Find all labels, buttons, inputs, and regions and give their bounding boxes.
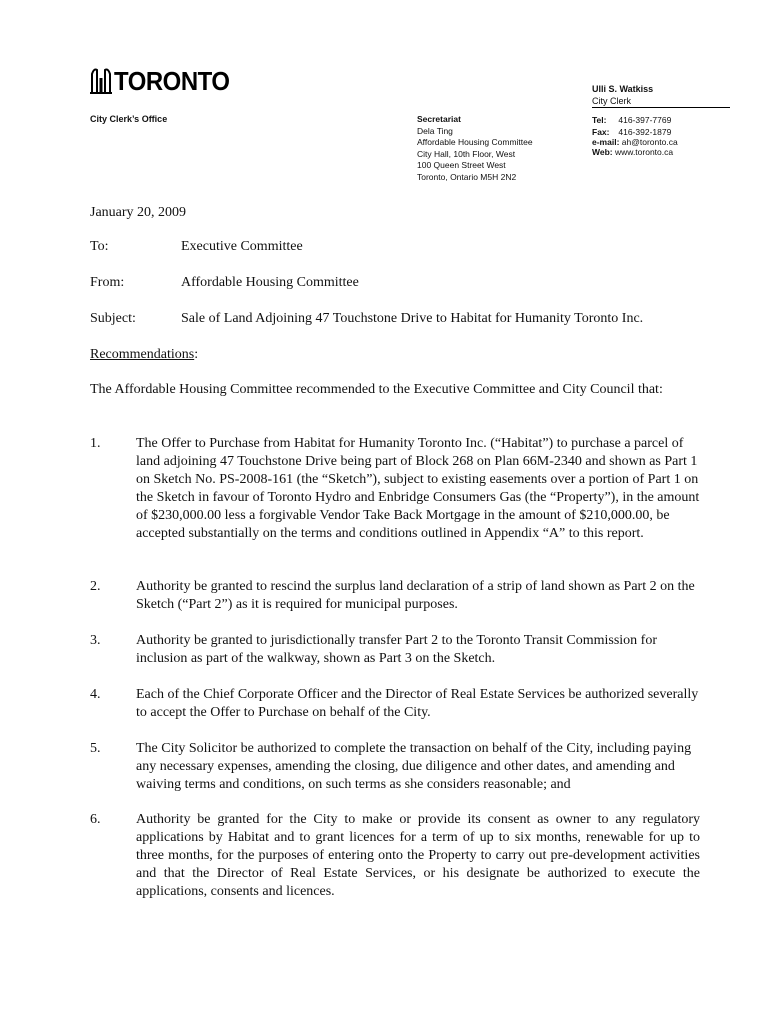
recommendation-item [90,811,700,901]
recommendations-heading-row [90,346,198,363]
tel-label: Tel: [592,115,607,125]
subject-value: Sale of Land Adjoining 47 Touchstone Drive to Habitat for Humanity Toronto Inc. [181,311,644,326]
email-value[interactable]: ah@toronto.ca [621,137,678,147]
recommendation-item [90,632,700,668]
secretariat-block [417,114,533,183]
secretariat-line: Affordable Housing Committee [417,137,533,147]
web-label: Web: [592,147,613,157]
clerk-name: Ulli S. Watkiss [592,84,654,94]
to-label: To: [90,239,109,254]
secretariat-line: City Hall, 10th Floor, West [417,148,516,159]
item-number: 3. [90,633,101,648]
item-number: 1. [90,436,101,451]
secretariat-line: 100 Queen Street West [417,160,506,170]
recommendation-item [90,740,700,794]
item-text: The Offer to Purchase from Habitat for Humanity Toronto Inc. (“Habitat”) to purchase a parcel of land adjoining 47 Touchstone Drive being part of Block 268 on Plan 66M-2340 and shown as Part 1 on Sketch No. PS-2008-161 (the “Sketch”), subject to existing easements over a portion of Part 1 on the Sketch in favour of Toronto Hydro and Enbridge Consumers Gas (the “Property”), in the amount of $230,000.00 less a forgivable Vendor Take Back Mortgage in the amount of $210,000.00, be accepted substantially on the terms and conditions outlined in Appendix “A” to this report. [136,436,700,541]
tel-row [592,114,678,126]
recommendations-heading: Recommendations [90,347,195,362]
item-number: 4. [90,687,101,702]
item-text: Authority be granted to jurisdictionally transfer Part 2 to the Toronto Transit Commission for inclusion as part of the walkway, shown as Part 3 on the Sketch. [136,633,657,666]
item-number: 2. [90,579,101,594]
from-label: From: [90,275,125,290]
clerk-title: City Clerk [592,96,632,106]
city-hall-logo-icon [90,66,112,94]
recommendation-item [90,435,700,543]
toronto-logo [90,66,240,94]
item-number: 5. [90,741,101,756]
contact-block [592,114,678,158]
header-divider [592,107,730,108]
item-text: Each of the Chief Corporate Officer and the Director of Real Estate Services be authorized severally to accept the Offer to Purchase on behalf of the City. [136,687,699,720]
fax-label: Fax: [592,127,610,137]
item-text: The City Solicitor be authorized to complete the transaction on behalf of the City, including paying any necessary expenses, amending the closing, due diligence and other dates, and amending and waiving terms and conditions, on such terms as she considers reasonable; and [136,741,692,792]
secretariat-line: Toronto, Ontario M5H 2N2 [417,171,517,182]
secretariat-line: Dela Ting [417,125,453,136]
to-value: Executive Committee [181,239,303,254]
web-row [592,146,678,158]
item-text: Authority be granted to rescind the surplus land declaration of a strip of land shown as Part 2 on the Sketch (“Part 2”) as it is required for municipal purposes. [136,579,695,612]
web-value[interactable]: www.toronto.ca [615,147,674,157]
fax-value: 416-392-1879 [618,127,672,137]
subject-label: Subject: [90,311,136,326]
item-text: Authority be granted for the City to make or provide its consent as owner to any regulatory applications by Habitat and to grant licences for a term of up to six months, renewable for up to three months, for the purposes of entering onto the Property to carry out pre-development activities and that the Director of Real Estate Services, or his designate be authorized to execute the applications, consents and licences. [136,812,700,899]
recommendations-heading-colon: : [194,347,199,362]
recommendation-item [90,686,700,722]
from-value: Affordable Housing Committee [181,275,359,290]
tel-value: 416-397-7769 [618,115,672,125]
memo-date: January 20, 2009 [90,205,187,220]
email-label: e-mail: [592,137,620,147]
secretariat-heading: Secretariat [417,114,461,124]
recommendation-item [90,578,700,614]
recommendations-intro: The Affordable Housing Committee recommended to the Executive Committee and City Council that: [90,382,663,397]
logo-wordmark: TORONTO [114,66,230,96]
item-number: 6. [90,812,101,827]
office-name: City Clerk’s Office [90,114,168,124]
